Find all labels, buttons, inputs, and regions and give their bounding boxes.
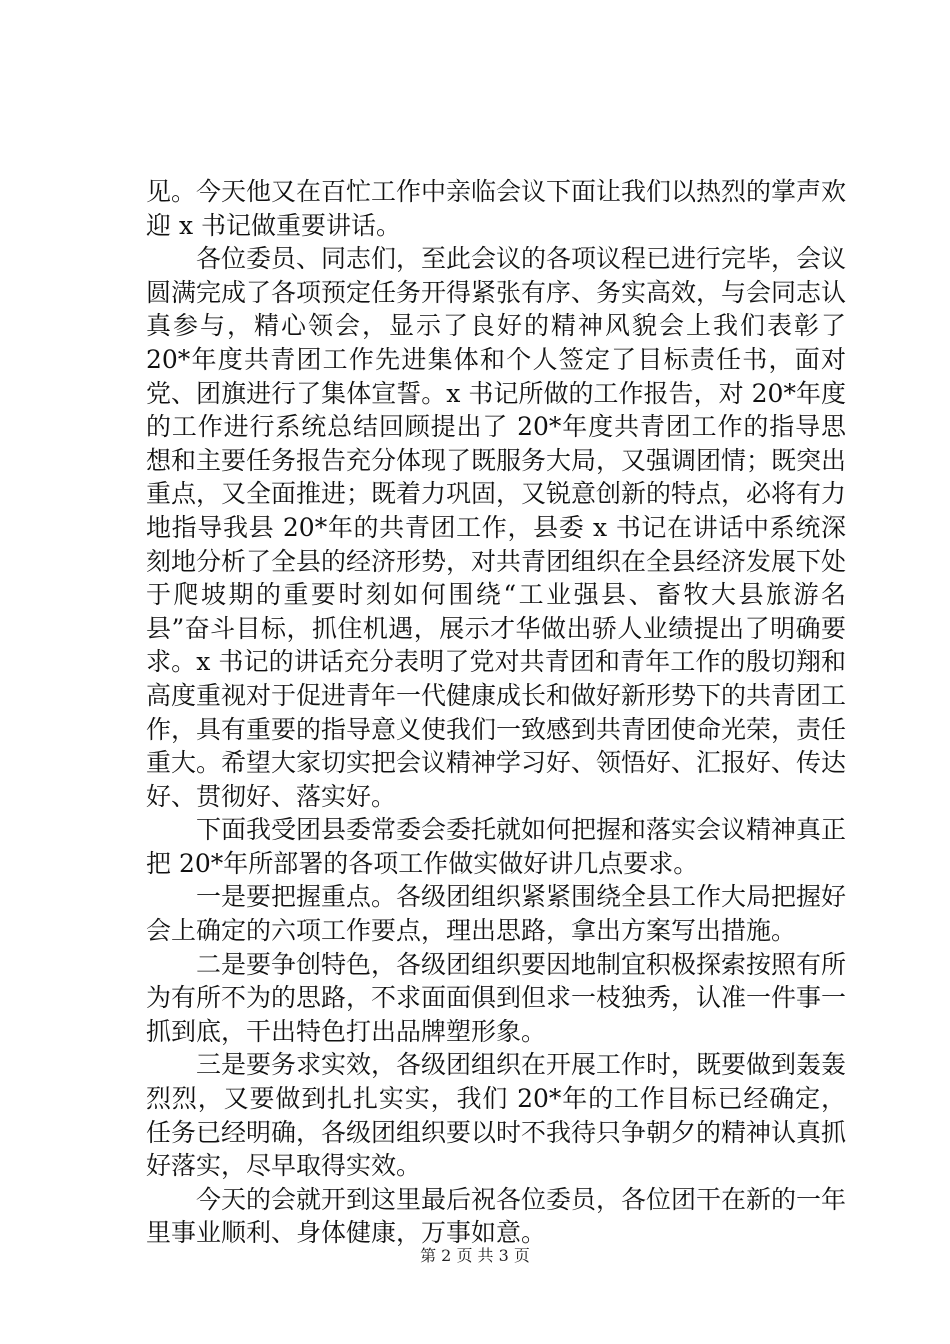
paragraph-point-one: 一是要把握重点。各级团组织紧紧围绕全县工作大局把握好会上确定的六项工作要点，理出思路，拿出方案写出措施。 [146,882,847,946]
document-body [146,175,846,1250]
paragraph-continuation: 见。今天他又在百忙工作中亲临会议下面让我们以热烈的掌声欢迎 x 书记做重要讲话。 [146,177,847,240]
paragraph-summary: 各位委员、同志们，至此会议的各项议程已进行完毕，会议圆满完成了各项预定任务开得紧张有序、务实高效，与会同志认真参与，精心领会，显示了良好的精神风貌会上我们表彰了 20*年度共青团工作先进集体和个人签定了目标责任书，面对党、团旗进行了集体宣誓。x 书记所做的工作报告，对 20*年度的工作进行系统总结回顾提出了 20*年度共青团工作的指导思想和主要任务报告充分体现了既服务大局，又强调团情；既突出重点，又全面推进；既着力巩固，又锐意创新的特点，必将有力地指导我县 20*年的共青团工作，县委 x 书记在讲话中系统深刻地分析了全县的经济形势，对共青团组织在全县经济发展下处于爬坡期的重要时刻如何围绕“工业强县、畜牧大县旅游名县”奋斗目标，抓住机遇，展示才华做出骄人业绩提出了明确要求。x 书记的讲话充分表明了党对共青团和青年工作的殷切翔和高度重视对于促进青年一代健康成长和做好新形势下的共青团工作，具有重要的指导意义使我们一致感到共青团使命光荣，责任重大。希望大家切实把会议精神学习好、领悟好、汇报好、传达好、贯彻好、落实好。 [146,244,847,811]
paragraph-point-two: 二是要争创特色，各级团组织要因地制宜积极探索按照有所为有所不为的思路，不求面面俱到但求一枝独秀，认准一件事一抓到底，干出特色打出品牌塑形象。 [146,949,847,1046]
page-footer: 第 2 页 共 3 页 [420,1246,530,1265]
paragraph-point-three: 三是要务求实效，各级团组织在开展工作时，既要做到轰轰烈烈，又要做到扎扎实实，我们 20*年的工作目标已经确定，任务已经明确，各级团组织要以时不我待只争朝夕的精神认真抓好落实，尽早取得实效。 [146,1050,847,1181]
paragraph-requirements-intro: 下面我受团县委常委会委托就如何把握和落实会议精神真正把 20*年所部署的各项工作做实做好讲几点要求。 [146,815,847,878]
paragraph-closing: 今天的会就开到这里最后祝各位委员，各位团干在新的一年里事业顺利、身体健康，万事如意。 [146,1184,847,1248]
